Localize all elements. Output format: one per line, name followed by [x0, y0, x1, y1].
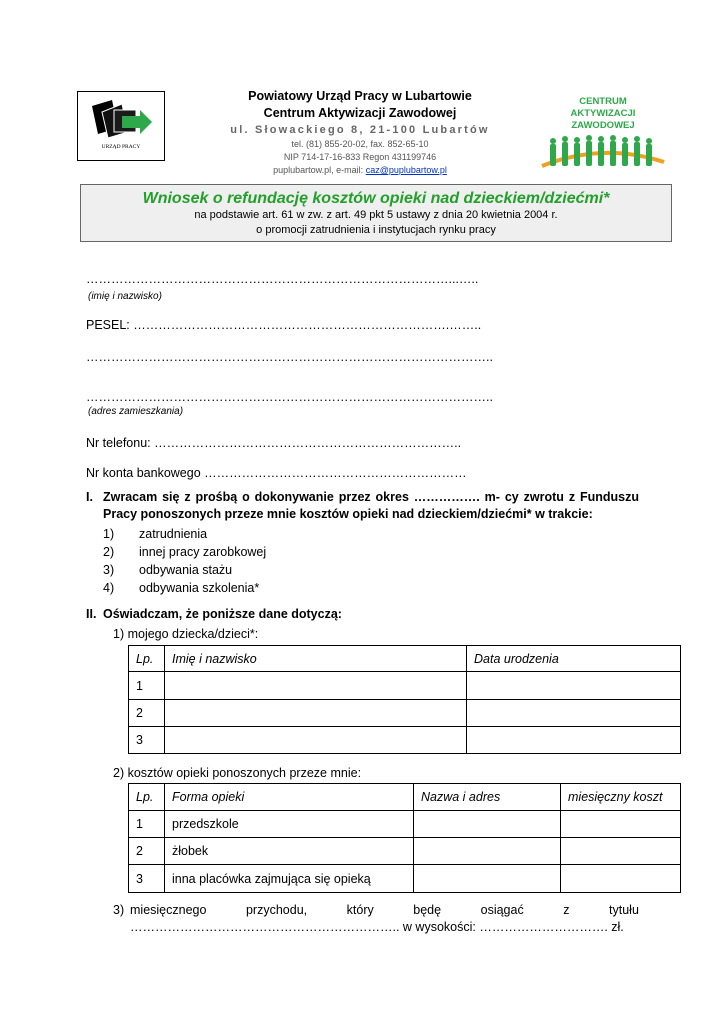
section-2-heading: Oświadczam, że poniższe dane dotyczą: — [103, 607, 342, 621]
name-field[interactable]: ……………………………………………………………………………...….. — [86, 272, 479, 286]
word: tytułu — [609, 903, 639, 917]
section-1-number: I. — [86, 490, 93, 504]
phone-fax: tel. (81) 855-20-02, fax. 852-65-10 — [291, 139, 429, 149]
list-item: 4) odbywania szkolenia* — [103, 581, 260, 595]
table-header-row — [129, 784, 681, 811]
subsection-1: 1) mojego dziecka/dzieci*: — [113, 627, 259, 641]
children-table — [128, 645, 681, 754]
cell-care-form: żłobek — [165, 838, 414, 865]
word: przychodu, — [245, 903, 308, 917]
col-birthdate: Data urodzenia — [467, 646, 681, 672]
email-link[interactable]: caz@puplubartow.pl — [365, 165, 447, 175]
nip-regon: NIP 714-17-16-833 Regon 431199746 — [283, 152, 437, 162]
cell-birthdate[interactable] — [467, 700, 681, 727]
caz-logo-line1: CENTRUM — [579, 96, 627, 107]
bank-account-field[interactable]: Nr konta bankowego ……………………………………………………… — [86, 466, 467, 480]
col-name-address: Nazwa i adres — [414, 784, 561, 811]
address-field-1[interactable]: …………………………………………………………………………………….. — [86, 350, 493, 364]
cell-birthdate[interactable] — [467, 672, 681, 700]
word: z — [563, 903, 570, 917]
name-hint: (imię i nazwisko) — [88, 291, 162, 302]
word: osiągać — [480, 903, 524, 917]
section-1-list — [103, 525, 266, 597]
pesel-field[interactable]: PESEL: ………………………………………………………………….…….. — [86, 318, 482, 332]
header-org — [200, 88, 520, 122]
address-hint: (adres zamieszkania) — [88, 406, 184, 417]
cell-name[interactable] — [165, 727, 467, 754]
list-item: 1) zatrudnienia — [103, 527, 208, 541]
people-icon — [538, 132, 668, 174]
table-row — [129, 727, 681, 754]
table-row — [129, 672, 681, 700]
cell-name-address[interactable] — [414, 811, 561, 838]
caz-logo-text — [538, 96, 668, 132]
cell-lp: 2 — [129, 700, 165, 727]
col-monthly-cost: miesięczny koszt — [561, 784, 681, 811]
word: który — [346, 903, 374, 917]
care-costs-table — [128, 783, 681, 893]
cell-monthly-cost[interactable] — [561, 838, 681, 865]
list-item: 3) odbywania stażu — [103, 563, 233, 577]
web-email — [200, 164, 520, 177]
col-name: Imię i nazwisko — [165, 646, 467, 672]
urzad-pracy-logo-graphic — [78, 92, 164, 160]
cell-lp: 3 — [129, 727, 165, 754]
cell-monthly-cost[interactable] — [561, 811, 681, 838]
cell-lp: 2 — [129, 838, 165, 865]
cell-lp: 1 — [129, 672, 165, 700]
address: ul. Słowackiego 8, 21-100 Lubartów — [230, 124, 490, 136]
org-name: Powiatowy Urząd Pracy w Lubartowie — [248, 89, 472, 103]
table-row — [129, 700, 681, 727]
col-lp: Lp. — [129, 646, 165, 672]
web: puplubartow.pl, e-mail: — [273, 165, 366, 175]
cell-name-address[interactable] — [414, 865, 561, 893]
income-field[interactable]: ……………………………………………………….. w wysokości: …………………………. zł. — [130, 920, 624, 934]
cell-birthdate[interactable] — [467, 727, 681, 754]
urzad-pracy-logo — [77, 91, 165, 161]
address-field-2[interactable]: …………………………………………………………………………………….. — [86, 390, 493, 404]
word: będę — [413, 903, 442, 917]
cell-monthly-cost[interactable] — [561, 865, 681, 893]
legal-basis-line1: na podstawie art. 61 w zw. z art. 49 pkt 5 ustawy z dnia 20 kwietnia 2004 r. — [194, 209, 558, 221]
contact-info — [200, 138, 520, 177]
cell-name[interactable] — [165, 700, 467, 727]
col-care-form: Forma opieki — [165, 784, 414, 811]
caz-logo-line2: AKTYWIZACJI ZAWODOWEJ — [570, 108, 636, 131]
table-row — [129, 811, 681, 838]
caz-logo — [538, 96, 668, 166]
table-header-row — [129, 646, 681, 672]
form-title: Wniosek o refundację kosztów opieki nad dzieckiem/dziećmi* — [142, 190, 610, 207]
cell-care-form: przedszkole — [165, 811, 414, 838]
subsection-3-line1 — [130, 903, 639, 917]
section-1-line1: Zwracam się z prośbą o dokonywanie przez okres ……………. m- cy zwrotu z Funduszu — [103, 490, 639, 504]
cell-care-form: inna placówka zajmująca się opieką — [165, 865, 414, 893]
cell-lp: 1 — [129, 811, 165, 838]
cell-name-address[interactable] — [414, 838, 561, 865]
subsection-2: 2) kosztów opieki ponoszonych przeze mnie: — [113, 766, 362, 780]
logo-text: URZĄD PRACY — [101, 144, 141, 150]
word: miesięcznego — [130, 903, 207, 917]
section-1-line2: Pracy ponoszonych przeze mnie kosztów opieki nad dzieckiem/dziećmi* w trakcie: — [103, 507, 593, 521]
table-row — [129, 838, 681, 865]
table-row — [129, 865, 681, 893]
section-2-number: II. — [86, 607, 97, 621]
title-box — [80, 184, 672, 242]
cell-lp: 3 — [129, 865, 165, 893]
phone-field[interactable]: Nr telefonu: ……………………………………………………………….. — [86, 436, 462, 450]
subsection-3-number: 3) — [113, 903, 125, 917]
legal-basis-line2: o promocji zatrudnienia i instytucjach rynku pracy — [256, 224, 496, 236]
center-name: Centrum Aktywizacji Zawodowej — [263, 106, 457, 120]
list-item: 2) innej pracy zarobkowej — [103, 545, 267, 559]
cell-name[interactable] — [165, 672, 467, 700]
col-lp: Lp. — [129, 784, 165, 811]
